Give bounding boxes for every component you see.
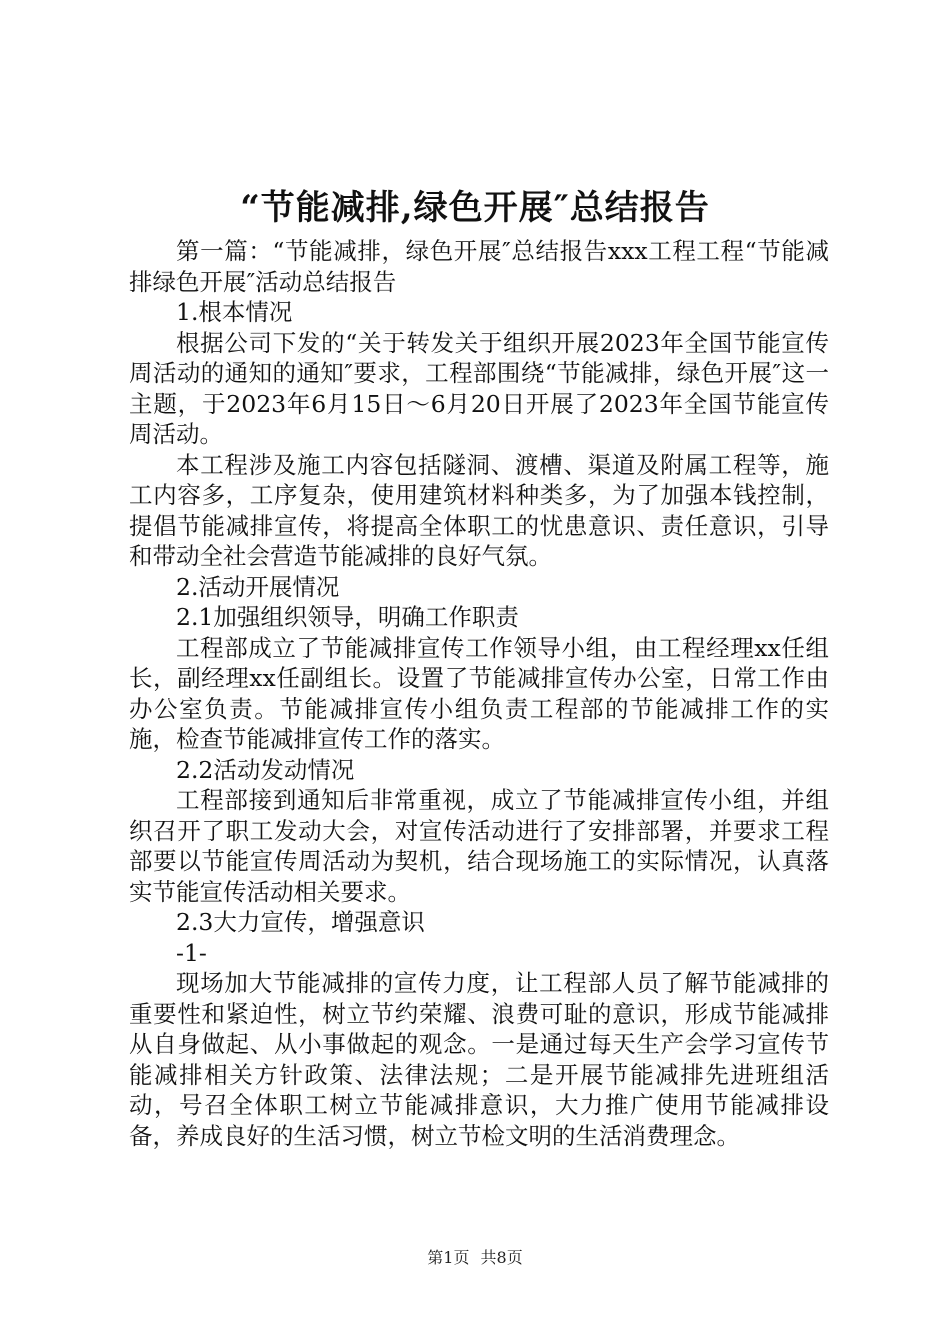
subsection-heading-2-1: 2.1加强组织领导，明确工作职责 — [176, 603, 519, 631]
paragraph-scope: 本工程涉及施工内容包括隧洞、渡槽、渠道及附属工程等，施工内容多，工序复杂，使用建筑材料种类多，为了加强本钱控制，提倡节能减排宣传，将提高全体职工的忧患意识、责任意识，引导和带动全社会营造节能减排的良好气氛。 — [129, 450, 829, 570]
document-body — [129, 236, 829, 1151]
section-heading-1: 1.根本情况 — [176, 298, 293, 326]
page-number: 第1页 — [427, 1248, 470, 1267]
paragraph-intro: 第一篇：“节能减排，绿色开展″总结报告xxx工程工程“节能减排绿色开展″活动总结报告 — [129, 237, 829, 296]
subsection-heading-2-3: 2.3大力宣传，增强意识 — [176, 908, 425, 936]
inline-page-marker: -1- — [176, 938, 207, 967]
paragraph-background: 根据公司下发的“关于转发关于组织开展2023年全国节能宣传周活动的通知的通知″要求，工程部围绕“节能减排，绿色开展″这一主题，于2023年6月15日～6月20日开展了2023年全国节能宣传周活动。 — [129, 328, 829, 448]
subsection-heading-2-2: 2.2活动发动情况 — [176, 755, 355, 784]
paragraph-publicity: 现场加大节能减排的宣传力度，让工程部人员了解节能减排的重要性和紧迫性，树立节约荣耀、浪费可耻的意识，形成节能减排从自身做起、从小事做起的观念。一是通过每天生产会学习宣传节能减排相关方针政策、法律法规；二是开展节能减排先进班组活动，号召全体职工树立节能减排意识，大力推广使用节能减排设备，养成良好的生活习惯，树立节检文明的生活消费理念。 — [129, 969, 829, 1150]
paragraph-mobilization: 工程部接到通知后非常重视，成立了节能减排宣传小组，并组织召开了职工发动大会，对宣传活动进行了安排部署，并要求工程部要以节能宣传周活动为契机，结合现场施工的实际情况，认真落实节能宣传活动相关要求。 — [129, 786, 829, 906]
document-title: “节能减排,绿色开展″总结报告 — [240, 188, 710, 228]
paragraph-leadership: 工程部成立了节能减排宣传工作领导小组，由工程经理xx任组长，副经理xx任副组长。设置了节能减排宣传办公室，日常工作由办公室负责。节能减排宣传小组负责工程部的节能减排工作的实施，检查节能减排宣传工作的落实。 — [129, 633, 829, 753]
section-heading-2: 2.活动开展情况 — [176, 572, 340, 601]
page-footer — [0, 1245, 950, 1268]
page-total: 共8页 — [480, 1248, 523, 1267]
